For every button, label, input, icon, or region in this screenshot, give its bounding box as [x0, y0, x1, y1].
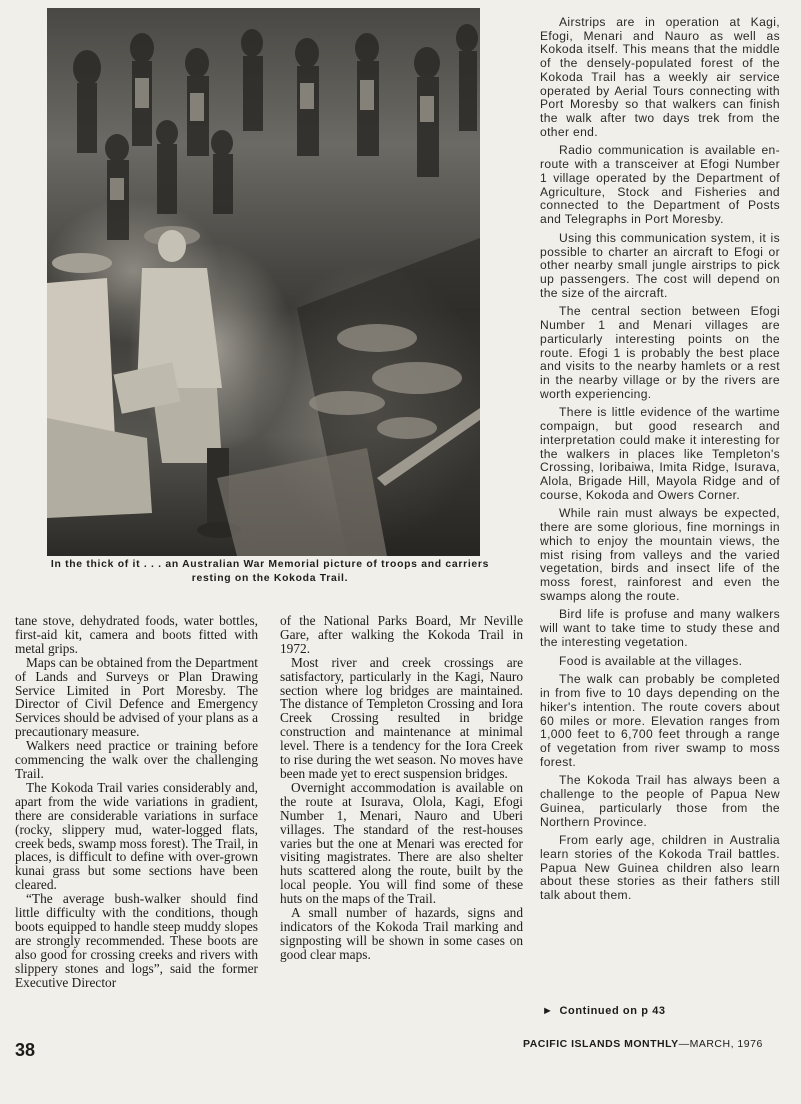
paragraph: Bird life is profuse and many walkers will want to take time to study these and the interesting vegetation. — [540, 607, 780, 649]
paragraph: of the National Parks Board, Mr Neville Gare, after walking the Kokoda Trail in 1972. — [280, 613, 523, 656]
paragraph: Using this communication system, it is possible to charter an aircraft to Efogi or other nearby small jungle airstrips to pick up passengers. The cost will depend on the size of the aircraft. — [540, 230, 780, 300]
article-column-middle — [280, 614, 523, 962]
continued-notice — [542, 1005, 666, 1017]
article-photo — [47, 8, 480, 556]
paragraph: Overnight accommodation is available on the route at Isurava, Olola, Kagi, Efogi Number 1, Menari, Nauro and Uberi villages. The standard of the rest-houses varies but the one at Menari was erected for visiting magistrates. There are also shelter huts scattered along the route, built by the local people. You will find some of these huts on the maps of the Trail. — [280, 779, 523, 907]
paragraph: From early age, children in Australia learn stories of the Kokoda Trail battles. Papua New Guinea children also learn about these stories as their fathers still talk about them. — [540, 833, 780, 903]
magazine-title: PACIFIC ISLANDS MONTHLY — [523, 1038, 679, 1050]
paragraph: The Kokoda Trail has always been a challenge to the people of Papua New Guinea, particularly those from the Northern Province. — [540, 773, 780, 829]
footer-dash: — — [678, 1038, 690, 1050]
paragraph: There is little evidence of the wartime compaign, but good research and interpretation could make it interesting for the walkers in places like Templeton's Crossing, Ioribaiwa, Imita Ridge, Isurava, Alola, Brigade Hill, Mayola Ridge and of course, Kokoda and Owers Corner. — [540, 405, 780, 502]
photo-caption: In the thick of it . . . an Australian War Memorial picture of troops and carriers resting on the Kokoda Trail. — [50, 559, 490, 584]
paragraph: Most river and creek crossings are satisfactory, particularly in the Kagi, Nauro section where log bridges are maintained. The distance of Templeton Crossing and Iora Creek Crossing resulted in bridge construction and maintenance at minimal level. There is a tendency for the Iora Creek to rise during the wet season. No moves have been made yet to erect suspension bridges. — [280, 654, 523, 781]
paragraph: While rain must always be expected, there are some glorious, fine mornings in which to enjoy the mountain views, the mist rising from valleys and the varied vegetation, birds and insect life of the moss forest, rainforest and even the swamps along the route. — [540, 506, 780, 603]
issue-date: MARCH, 1976 — [689, 1038, 763, 1050]
paragraph: Walkers need practice or training before commencing the walk over the challenging Trail. — [15, 738, 258, 781]
article-column-right — [540, 16, 780, 908]
paragraph: Airstrips are in operation at Kagi, Efogi, Menari and Nauro as well as Kokoda itself. This means that the middle of the densely-populated forest of the Kokoda Trail has a weekly air service operated by Aerial Tours connecting with Port Moresby so that walkers can finish the walk after two days trek from the other end. — [540, 15, 780, 139]
page-number: 38 — [15, 1040, 36, 1060]
paragraph: Maps can be obtained from the Department of Lands and Surveys or Plan Drawing Service Limited in Port Moresby. The Director of Civil Defence and Emergency Services should be advised of your plans as a precautionary measure. — [15, 654, 258, 740]
paragraph: The walk can probably be completed in from five to 10 days depending on the hiker's intention. The route covers about 60 miles or more. Elevation ranges from 1,000 feet to 6,700 feet through a range of vegetation from river swamp to moss forest. — [540, 672, 780, 769]
article-column-left — [15, 614, 258, 989]
paragraph: The Kokoda Trail varies considerably and, apart from the wide variations in gradient, there are considerable variations in surface (rocky, slippery mud, water-logged flats, creek beds, swamp moss forest). The Trail, in places, is difficult to define with over-grown kunai grass but some sections have been cleared. — [15, 779, 258, 893]
paragraph: Food is available at the villages. — [559, 653, 743, 668]
paragraph: tane stove, dehydrated foods, water bottles, first-aid kit, camera and boots fitted with metal grips. — [15, 613, 258, 656]
paragraph: Radio communication is available en-route with a transceiver at Efogi Number 1 village operated by the Department of Agriculture, Stock and Fisheries and connected to the Department of Posts and Telegraphs in Port Moresby. — [540, 143, 780, 227]
running-footer — [523, 1038, 763, 1050]
photo-illustration — [47, 8, 480, 556]
paragraph: “The average bush-walker should find little difficulty with the conditions, though boots equipped to handle steep muddy slopes are strongly recommended. These boots are also good for crossing creeks and rivers with slippery stones and logs”, said the former Executive Director — [15, 891, 258, 990]
continued-text: Continued on p 43 — [559, 1005, 666, 1017]
paragraph: A small number of hazards, signs and indicators of the Kokoda Trail marking and signposting will be shown in some cases on good clear maps. — [280, 905, 523, 962]
triangle-bullet-icon: ► — [542, 1005, 554, 1017]
paragraph: The central section between Efogi Number 1 and Menari villages are particularly interesting points on the route. Efogi 1 is probably the best place and visits to the nearby hamlets or a rest in the nearby village or by the rivers are worth experiencing. — [540, 304, 780, 401]
